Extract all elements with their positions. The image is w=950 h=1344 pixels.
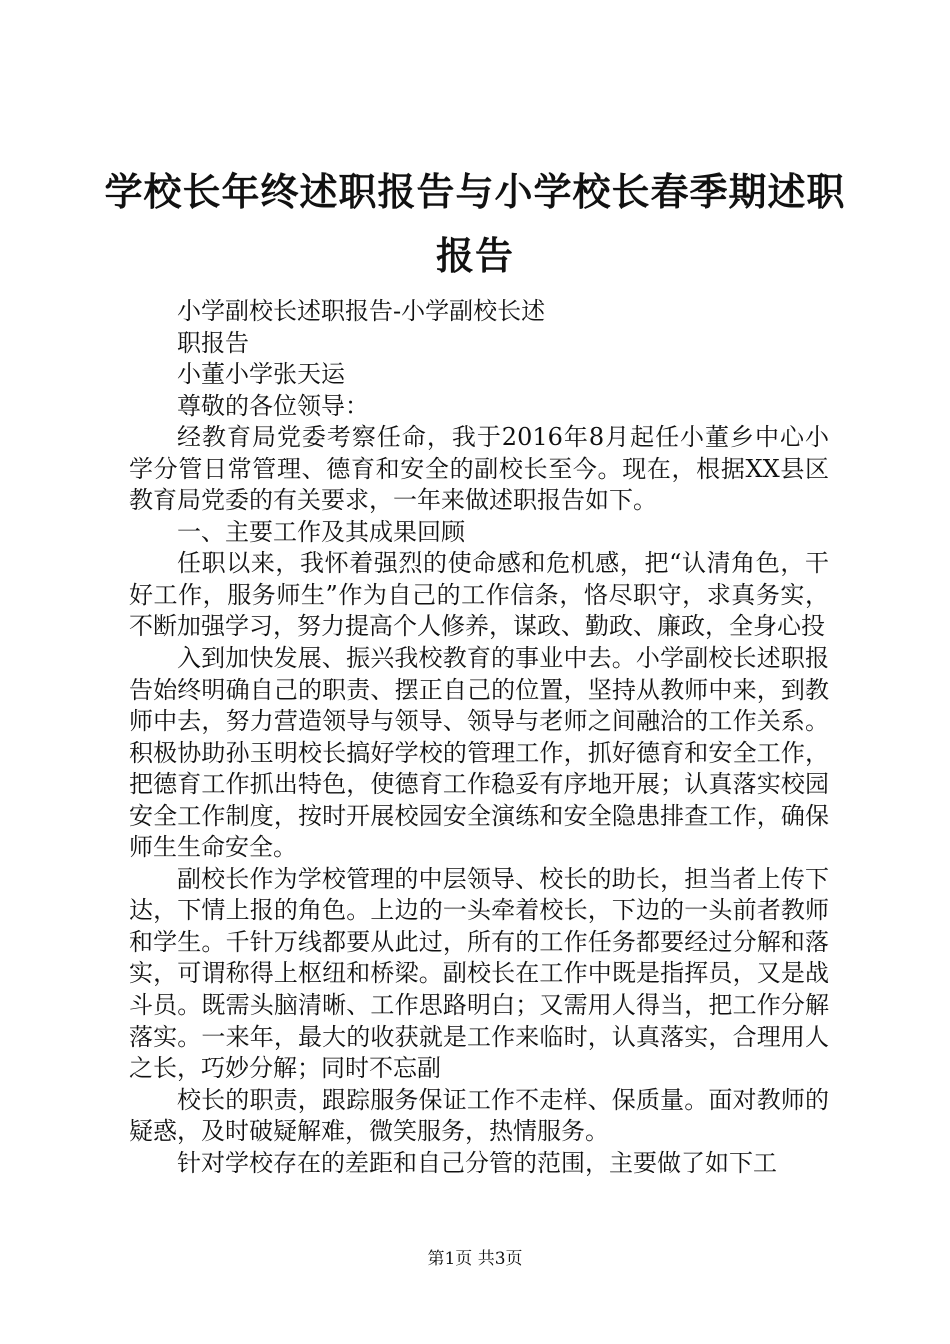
paragraph-subtitle-2: 职报告 [177, 328, 249, 357]
paragraph-author: 小董小学张天运 [177, 360, 345, 389]
paragraph-body: 入到加快发展、振兴我校教育的事业中去。小学副校长述职报告始终明确自己的职责、摆正自己的位置，坚持从教师中来，到教师中去，努力营造领导与领导、领导与老师之间融洽的工作关系。积极协助孙玉明校长搞好学校的管理工作，抓好德育和安全工作，把德育工作抓出特色，使德育工作稳妥有序地开展；认真落实校园安全工作制度，按时开展校园安全演练和安全隐患排查工作，确保师生生命安全。 [129, 644, 829, 862]
page-footer: 第1页 共3页 [427, 1249, 523, 1269]
section-heading: 一、主要工作及其成果回顾 [177, 517, 465, 546]
paragraph-intro: 经教育局党委考察任命，我于2016年8月起任小董乡中心小学分管日常管理、德育和安全的副校长至今。现在，根据XX县区教育局党委的有关要求，一年来做述职报告如下。 [129, 423, 829, 515]
document-body [129, 296, 829, 1179]
paragraph-body: 校长的职责，跟踪服务保证工作不走样、保质量。面对教师的疑惑，及时破疑解难，微笑服务，热情服务。 [129, 1085, 829, 1146]
document-title: 学校长年终述职报告与小学校长春季期述职报告 [104, 169, 846, 278]
paragraph-subtitle-1: 小学副校长述职报告-小学副校长述 [177, 297, 546, 325]
paragraph-salutation: 尊敬的各位领导： [177, 391, 369, 420]
paragraph-body: 副校长作为学校管理的中层领导、校长的助长，担当者上传下达，下情上报的角色。上边的一头牵着校长，下边的一头前者教师和学生。千针万线都要从此过，所有的工作任务都要经过分解和落实，可谓称得上枢纽和桥梁。副校长在工作中既是指挥员，又是战斗员。既需头脑清晰、工作思路明白；又需用人得当，把工作分解落实。一来年，最大的收获就是工作来临时，认真落实，合理用人之长，巧妙分解；同时不忘副 [129, 864, 829, 1083]
paragraph-body: 针对学校存在的差距和自己分管的范围，主要做了如下工 [177, 1148, 777, 1177]
paragraph-body: 任职以来，我怀着强烈的使命感和危机感，把“认清角色，干好工作，服务师生”作为自己的工作信条，恪尽职守，求真务实，不断加强学习，努力提高个人修养，谋政、勤政、廉政，全身心投 [129, 549, 829, 641]
